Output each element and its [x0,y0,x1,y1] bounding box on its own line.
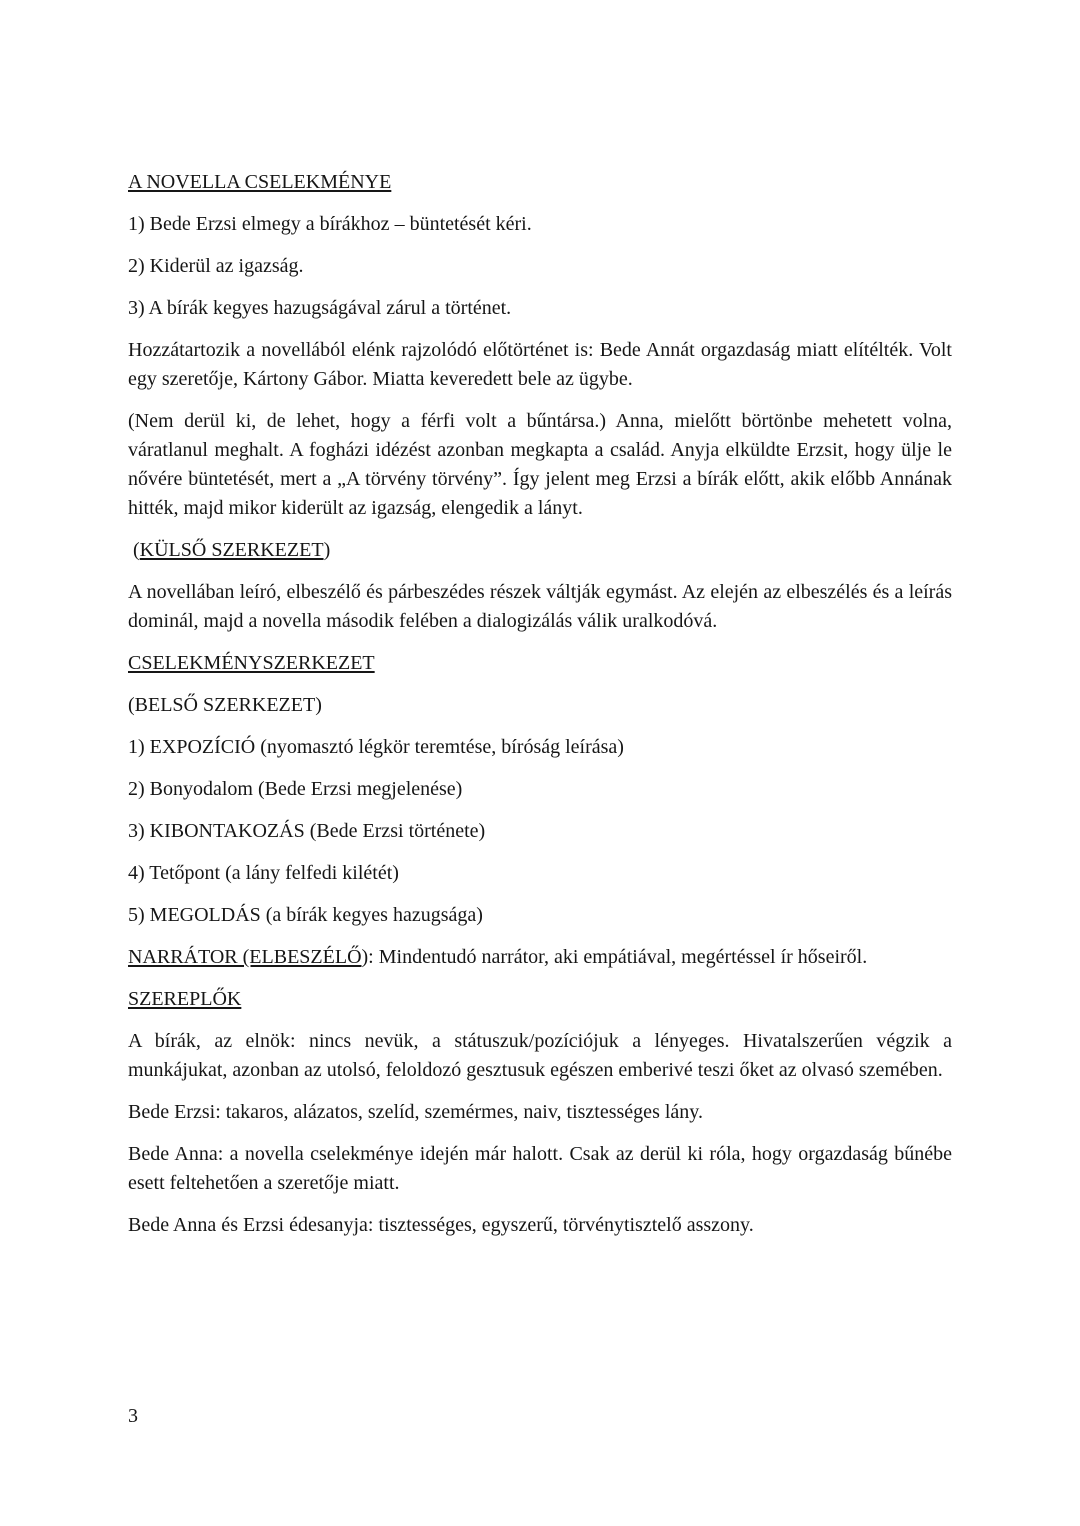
characters-mother: Bede Anna és Erzsi édesanyja: tisztességes, egyszerű, törvénytisztelő asszony. [128,1214,754,1236]
plot-point-3: 3) A bírák kegyes hazugságával zárul a történet. [128,297,512,319]
heading-cselekmenyszerkezet: CSELEKMÉNYSZERKEZET [128,652,375,674]
characters-bede-erzsi: Bede Erzsi: takaros, alázatos, szelíd, szemérmes, naiv, tisztességes lány. [128,1101,703,1123]
characters-judges: A bírák, az elnök: nincs nevük, a státuszuk/pozíciójuk a lényeges. Hivatalszerűen végzik a munkájukat, azonban az utolsó, feloldozó gesztusuk egészen emberivé teszi őket az olvasó szemében. [128,1030,952,1081]
structure-point-3: 3) KIBONTAKOZÁS (Bede Erzsi története) [128,820,486,842]
structure-point-5: 5) MEGOLDÁS (a bírák kegyes hazugsága) [128,904,483,926]
plot-point-1: 1) Bede Erzsi elmegy a bírákhoz – büntetését kéri. [128,213,532,235]
heading-szereplok: SZEREPLŐK [128,988,242,1010]
document-body [128,168,952,1253]
subheading-belso-szerkezet: (BELSŐ SZERKEZET) [128,694,322,716]
narrator-line: NARRÁTOR (ELBESZÉLŐ): Mindentudó narrátor, aki empátiával, megértéssel ír hőseiről. [128,946,868,968]
page-number: 3 [128,1405,138,1427]
backstory-paragraph-1: Hozzátartozik a novellából elénk rajzolódó előtörténet is: Bede Annát orgazdaság miatt elítélték. Volt egy szeretője, Kártony Gábor. Miatta keveredett bele az ügybe. [128,339,952,390]
plot-point-2: 2) Kiderül az igazság. [128,255,304,277]
structure-point-2: 2) Bonyodalom (Bede Erzsi megjelenése) [128,778,463,800]
structure-point-4: 4) Tetőpont (a lány felfedi kilétét) [128,862,399,884]
structure-point-1: 1) EXPOZÍCIÓ (nyomasztó légkör teremtése, bíróság leírása) [128,736,624,758]
characters-bede-anna: Bede Anna: a novella cselekménye idején már halott. Csak az derül ki róla, hogy orgazdaság bűnébe esett feltehetően a szeretője miatt. [128,1143,952,1194]
backstory-paragraph-2: (Nem derül ki, de lehet, hogy a férfi volt a bűntársa.) Anna, mielőtt börtönbe mehetett volna, váratlanul meghalt. A fogházi idézést azonban megkapta a család. Anyja elküldte Erzsit, hogy ülje le nővére büntetését, mert a „A törvény törvény”. Így jelent meg Erzsi a bírák előtt, akik előbb Annának hitték, majd mikor kiderült az igazság, elengedik a lányt. [128,410,952,519]
kulso-szerkezet-paragraph: A novellában leíró, elbeszélő és párbeszédes részek váltják egymást. Az elején az elbeszélés és a leírás dominál, majd a novella második felében a dialogizálás válik uralkodóvá. [128,581,952,632]
heading-kulso-szerkezet: (KÜLSŐ SZERKEZET) [128,539,331,561]
heading-novella-cselekmenye: A NOVELLA CSELEKMÉNYE [128,171,392,193]
